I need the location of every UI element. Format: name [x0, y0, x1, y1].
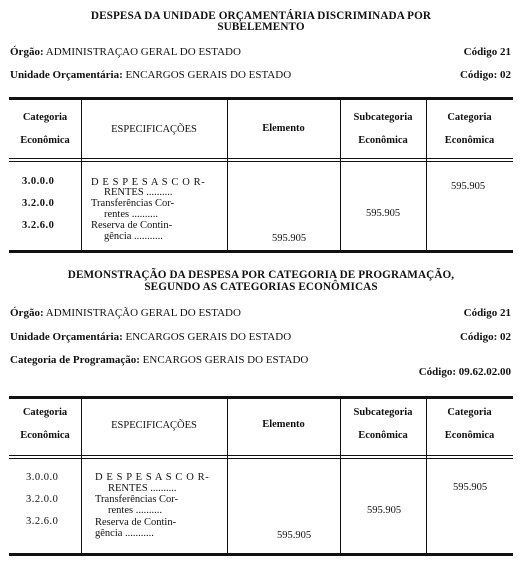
header-categoria: Categoria	[22, 407, 68, 418]
spec-line: Reserva de Contin-	[91, 220, 173, 231]
section1-title-line2: SUBELEMENTO	[217, 21, 305, 33]
header-categoria-economica: Econômica	[20, 135, 70, 146]
section2-programacao-line	[10, 354, 308, 366]
programacao-value: ENCARGOS GERAIS DO ESTADO	[142, 354, 309, 366]
section2-title-line1: DEMONSTRAÇÃO DA DESPESA POR CATEGORIA DE PROGRAMAÇÃO,	[67, 269, 455, 281]
table-header-rule2	[9, 458, 513, 459]
section1-orgao-line	[10, 46, 241, 58]
programacao-label: Categoria de Programação:	[10, 354, 140, 366]
orgao-label: Órgão:	[10, 307, 44, 319]
elemento-value: 595.905	[277, 530, 312, 541]
section2-unidade-line	[10, 331, 291, 343]
table-bottom-rule	[9, 553, 513, 556]
table-header-rule	[9, 158, 513, 159]
header-subcategoria: Subcategoria	[353, 112, 413, 123]
header-elemento: Elemento	[262, 419, 305, 430]
code-cell: 3.0.0.0	[22, 176, 55, 187]
section2-programacao-code: Código: 09.62.02.00	[418, 366, 511, 378]
table-header-rule2	[9, 161, 513, 162]
unidade-value: ENCARGOS GERAIS DO ESTADO	[125, 69, 292, 81]
unidade-value: ENCARGOS GERAIS DO ESTADO	[125, 331, 292, 343]
elemento-value: 595.905	[272, 233, 307, 244]
section2-unidade-code: Código: 02	[459, 331, 511, 343]
section1-unidade-code: Código: 02	[459, 69, 511, 81]
code-cell: 3.2.0.0	[26, 494, 59, 505]
table-header-rule	[9, 455, 513, 456]
section2-orgao-line	[10, 307, 241, 319]
section1-orgao-code: Código 21	[463, 46, 511, 58]
spec-line: D E S P E S A S C O R-	[95, 472, 210, 483]
orgao-label: Órgão:	[10, 46, 44, 58]
header-subcategoria-economica: Econômica	[358, 135, 408, 146]
orgao-value: ADMINISTRAÇAO GERAL DO ESTADO	[45, 46, 241, 58]
spec-line: rentes ..........	[104, 209, 158, 220]
col-divider	[81, 100, 82, 250]
code-cell: 3.2.6.0	[26, 516, 59, 527]
spec-line: Transferências Cor-	[91, 198, 175, 209]
spec-line: gência ...........	[104, 231, 163, 242]
header-categoria2-economica: Econômica	[444, 430, 495, 441]
header-categoria2: Categoria	[447, 407, 492, 418]
header-categoria2: Categoria	[447, 112, 492, 123]
orgao-value: ADMINISTRAÇÃO GERAL DO ESTADO	[45, 307, 241, 319]
spec-line: D E S P E S A S C O R-	[91, 177, 206, 188]
header-especificacoes: ESPECIFICAÇÕES	[111, 420, 197, 431]
unidade-label: Unidade Orçamentária:	[10, 331, 123, 343]
unidade-label: Unidade Orçamentária:	[10, 69, 123, 81]
spec-line: RENTES ..........	[108, 483, 177, 494]
section1-unidade-line	[10, 69, 291, 81]
table-top-rule	[9, 396, 513, 399]
header-categoria2-economica: Econômica	[444, 135, 495, 146]
subcategoria-value: 595.905	[367, 505, 402, 516]
code-cell: 3.2.6.0	[22, 220, 55, 231]
spec-line: RENTES ..........	[104, 187, 173, 198]
header-elemento: Elemento	[262, 123, 305, 134]
spec-line: Reserva de Contin-	[95, 517, 177, 528]
table-bottom-rule	[9, 250, 513, 253]
section1-title-line1: DESPESA DA UNIDADE ORÇAMENTÁRIA DISCRIMINADA POR	[90, 10, 432, 22]
categoria-value: 595.905	[451, 181, 486, 192]
spec-line: Transferências Cor-	[95, 494, 179, 505]
categoria-value: 595.905	[453, 482, 488, 493]
subcategoria-value: 595.905	[366, 208, 401, 219]
section2-orgao-code: Código 21	[463, 307, 511, 319]
header-categoria: Categoria	[22, 112, 68, 123]
spec-line: rentes ..........	[108, 505, 162, 516]
code-cell: 3.0.0.0	[26, 472, 59, 483]
header-subcategoria: Subcategoria	[353, 407, 413, 418]
header-categoria-economica: Econômica	[20, 430, 70, 441]
section2-title-line2: SEGUNDO AS CATEGORIAS ECONÔMICAS	[144, 281, 378, 293]
header-especificacoes: ESPECIFICAÇÕES	[111, 124, 197, 135]
table-top-rule	[9, 97, 513, 100]
spec-line: gência ...........	[95, 528, 154, 539]
header-subcategoria-economica: Econômica	[358, 430, 408, 441]
code-cell: 3.2.0.0	[22, 198, 55, 209]
